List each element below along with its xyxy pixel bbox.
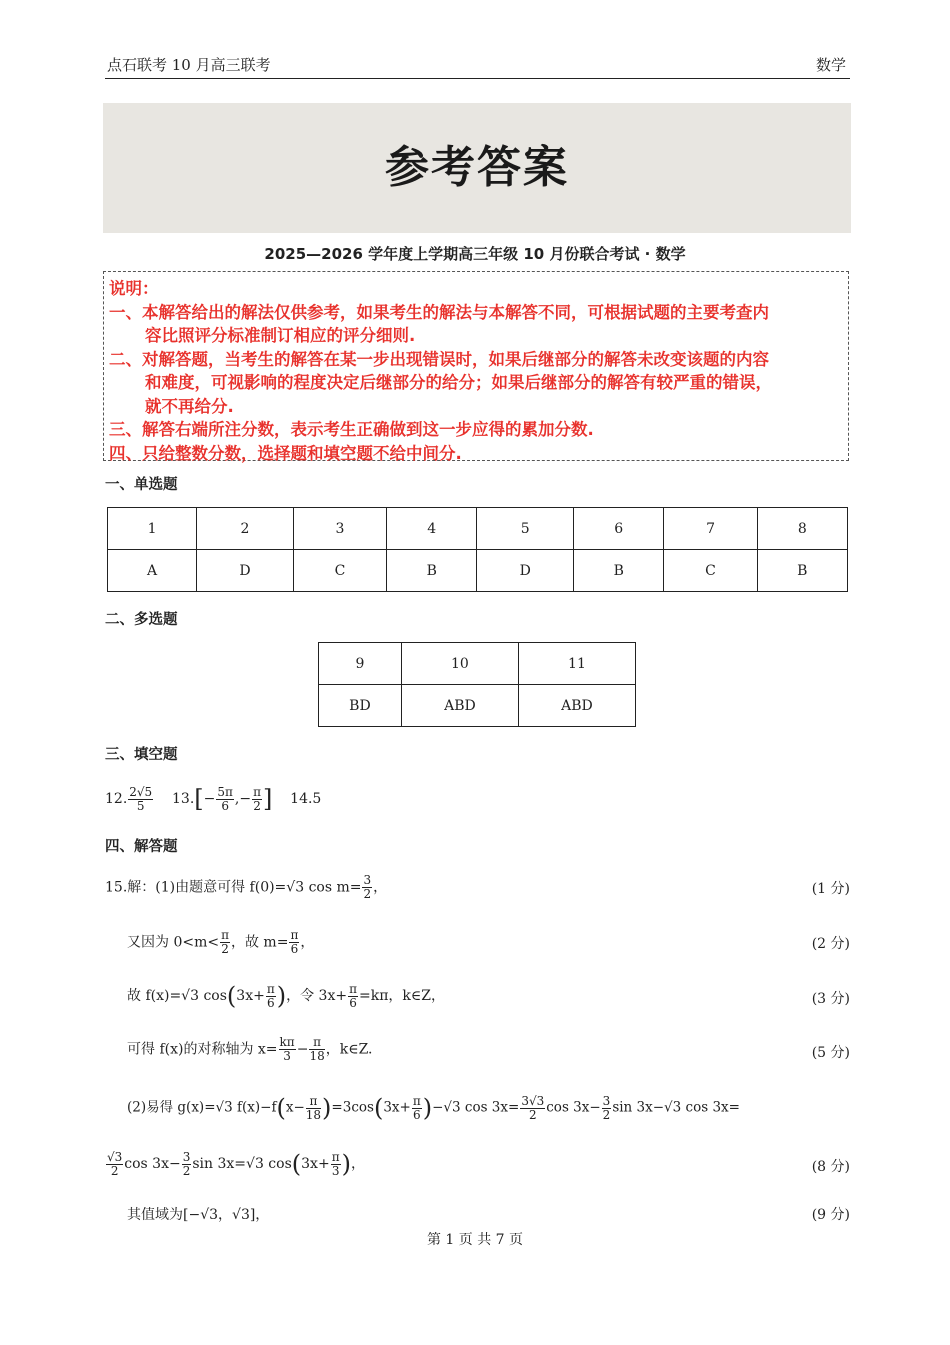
solution-line: 故 f(x)=√3 cos(3x+ $\frac{\pi}{6}$ )，令 3x+ $\frac{\pi}{6}$ =kπ，k∈Z， (3 分) bbox=[127, 981, 850, 1010]
table-row bbox=[108, 550, 848, 592]
exam-subtitle: 2025—2026 学年度上学期高三年级 10 月份联合考试 · 数学 bbox=[264, 245, 686, 263]
question-number: 5 bbox=[477, 508, 574, 550]
note-4: 四、只给整数分数，选择题和填空题不给中间分. bbox=[109, 443, 462, 463]
answer-cell: D bbox=[197, 550, 294, 592]
fraction: $\frac{√3}{2}$ bbox=[107, 1149, 123, 1178]
single-choice-table bbox=[107, 507, 848, 592]
answer-cell: A bbox=[108, 550, 197, 592]
solution-line: 15.解：(1)由题意可得 f(0)=√3 cos m= $\frac{3}{2}$ ， (1 分) bbox=[105, 873, 850, 901]
q13-label: 13. bbox=[172, 791, 195, 807]
solution-line: 又因为 0<m< $\frac{\pi}{2}$ ，故 m= $\frac{\pi}{6}$ ， (2 分) bbox=[127, 928, 850, 956]
fraction: $\frac{\pi}{18}$ bbox=[309, 1035, 325, 1063]
question-number: 8 bbox=[757, 508, 847, 550]
question-number: 2 bbox=[197, 508, 294, 550]
solution-text: 15.解：(1)由题意可得 f(0)=√3 cos m= bbox=[105, 879, 362, 896]
q13-bound-1: $\frac{5\pi}{6}$ bbox=[217, 784, 233, 813]
grading-notes-box bbox=[103, 271, 849, 461]
solution-line bbox=[105, 1204, 850, 1228]
question-number: 11 bbox=[518, 643, 635, 685]
answer-cell: B bbox=[757, 550, 847, 592]
multi-choice-table bbox=[318, 642, 636, 727]
page-title: 参考答案 bbox=[385, 142, 569, 193]
q12-answer: $\frac{2√5}{5}$ bbox=[129, 784, 153, 813]
question-number: 3 bbox=[293, 508, 386, 550]
fraction: $\frac{\pi}{2}$ bbox=[221, 928, 229, 956]
score-mark: (9 分) bbox=[811, 1207, 850, 1223]
score-mark: (3 分) bbox=[811, 991, 850, 1007]
fraction: $\frac{\pi}{6}$ bbox=[266, 981, 275, 1010]
section-multi-choice: 二、多选题 bbox=[105, 612, 178, 628]
header-exam-name: 点石联考 10 月高三联考 bbox=[107, 56, 271, 74]
section-solutions: 四、解答题 bbox=[105, 839, 178, 855]
note-2-cont: 和难度，可视影响的程度决定后继部分的给分；如果后继部分的解答有较严重的错误， bbox=[145, 373, 772, 392]
section-single-choice: 一、单选题 bbox=[105, 477, 178, 493]
score-mark: (8 分) bbox=[811, 1159, 850, 1175]
score-mark: (5 分) bbox=[811, 1045, 850, 1061]
question-number: 4 bbox=[387, 508, 477, 550]
table-row bbox=[319, 685, 636, 727]
solution-line: $\frac{√3}{2}$ cos 3x− $\frac{3}{2}$ sin 3x=√3 cos(3x+ $\frac{\pi}{3}$ )， (8 分) bbox=[107, 1149, 850, 1178]
answer-cell: B bbox=[574, 550, 664, 592]
notes-title: 说明： bbox=[109, 279, 159, 298]
section-fill-blank: 三、填空题 bbox=[105, 747, 178, 763]
score-mark: (2 分) bbox=[811, 936, 850, 952]
page-header bbox=[105, 52, 850, 79]
note-3: 三、解答右端所注分数，表示考生正确做到这一步应得的累加分数. bbox=[109, 420, 594, 439]
fraction: $\frac{3}{2}$ bbox=[602, 1093, 611, 1122]
header-subject: 数学 bbox=[815, 56, 846, 74]
question-number: 9 bbox=[319, 643, 402, 685]
solution-line: (2)易得 g(x)=√3 f(x)−f(x− $\frac{\pi}{18}$ )=3cos(3x+ $\frac{\pi}{6}$ )−√3 cos 3x= $\frac{3√3}{2}$ cos 3x− $\frac{3}{2}$ sin 3x−√3 cos 3x= bbox=[127, 1093, 740, 1122]
note-2: 二、对解答题，当考生的解答在某一步出现错误时，如果后继部分的解答未改变该题的内容 bbox=[109, 349, 769, 369]
q13-bound-2: $\frac{\pi}{2}$ bbox=[253, 784, 261, 813]
note-1: 一、本解答给出的解法仅供参考，如果考生的解法与本解答不同，可根据试题的主要考查内 bbox=[109, 302, 769, 322]
answer-cell: ABD bbox=[401, 685, 518, 727]
fraction: $\frac{\pi}{18}$ bbox=[305, 1093, 322, 1122]
score-mark: (1 分) bbox=[811, 881, 850, 897]
table-row bbox=[108, 508, 848, 550]
solution-line: 可得 f(x)的对称轴为 x= $\frac{k\pi}{3}$ − $\frac{\pi}{18}$ ，k∈Z. (5 分) bbox=[127, 1035, 850, 1063]
fraction: $\frac{\pi}{6}$ bbox=[290, 928, 299, 956]
question-number: 1 bbox=[108, 508, 197, 550]
q12-label: 12. bbox=[105, 791, 128, 807]
fraction: $\frac{3}{2}$ bbox=[182, 1149, 191, 1178]
note-2-cont2: 就不再给分. bbox=[145, 396, 234, 416]
answer-cell: B bbox=[387, 550, 477, 592]
q14-answer: 14.5 bbox=[290, 791, 322, 807]
note-1-cont: 容比照评分标准制订相应的评分细则. bbox=[145, 326, 416, 345]
fraction: $\frac{3}{2}$ bbox=[363, 873, 372, 901]
question-number: 7 bbox=[664, 508, 757, 550]
fraction: $\frac{\pi}{6}$ bbox=[412, 1093, 421, 1122]
fraction: $\frac{\pi}{3}$ bbox=[331, 1149, 340, 1178]
title-banner bbox=[103, 103, 851, 233]
fraction: $\frac{k\pi}{3}$ bbox=[279, 1035, 295, 1063]
page-footer: 第 1 页 共 7 页 bbox=[426, 1232, 524, 1248]
fraction: $\frac{\pi}{6}$ bbox=[349, 981, 357, 1010]
answer-cell: C bbox=[293, 550, 386, 592]
answer-cell: C bbox=[664, 550, 757, 592]
answer-cell: ABD bbox=[518, 685, 635, 727]
solution-text: 其值域为[−√3，√3]， bbox=[127, 1207, 270, 1223]
fill-blank-answers: 12. $\frac{2√5}{5}$ 13.[− $\frac{5\pi}{6}$ ,− $\frac{\pi}{2}$ ] 14.5 bbox=[105, 784, 322, 813]
question-number: 6 bbox=[574, 508, 664, 550]
answer-cell: BD bbox=[319, 685, 402, 727]
table-row bbox=[319, 643, 636, 685]
question-number: 10 bbox=[401, 643, 518, 685]
fraction: $\frac{3√3}{2}$ bbox=[521, 1093, 545, 1122]
answer-cell: D bbox=[477, 550, 574, 592]
